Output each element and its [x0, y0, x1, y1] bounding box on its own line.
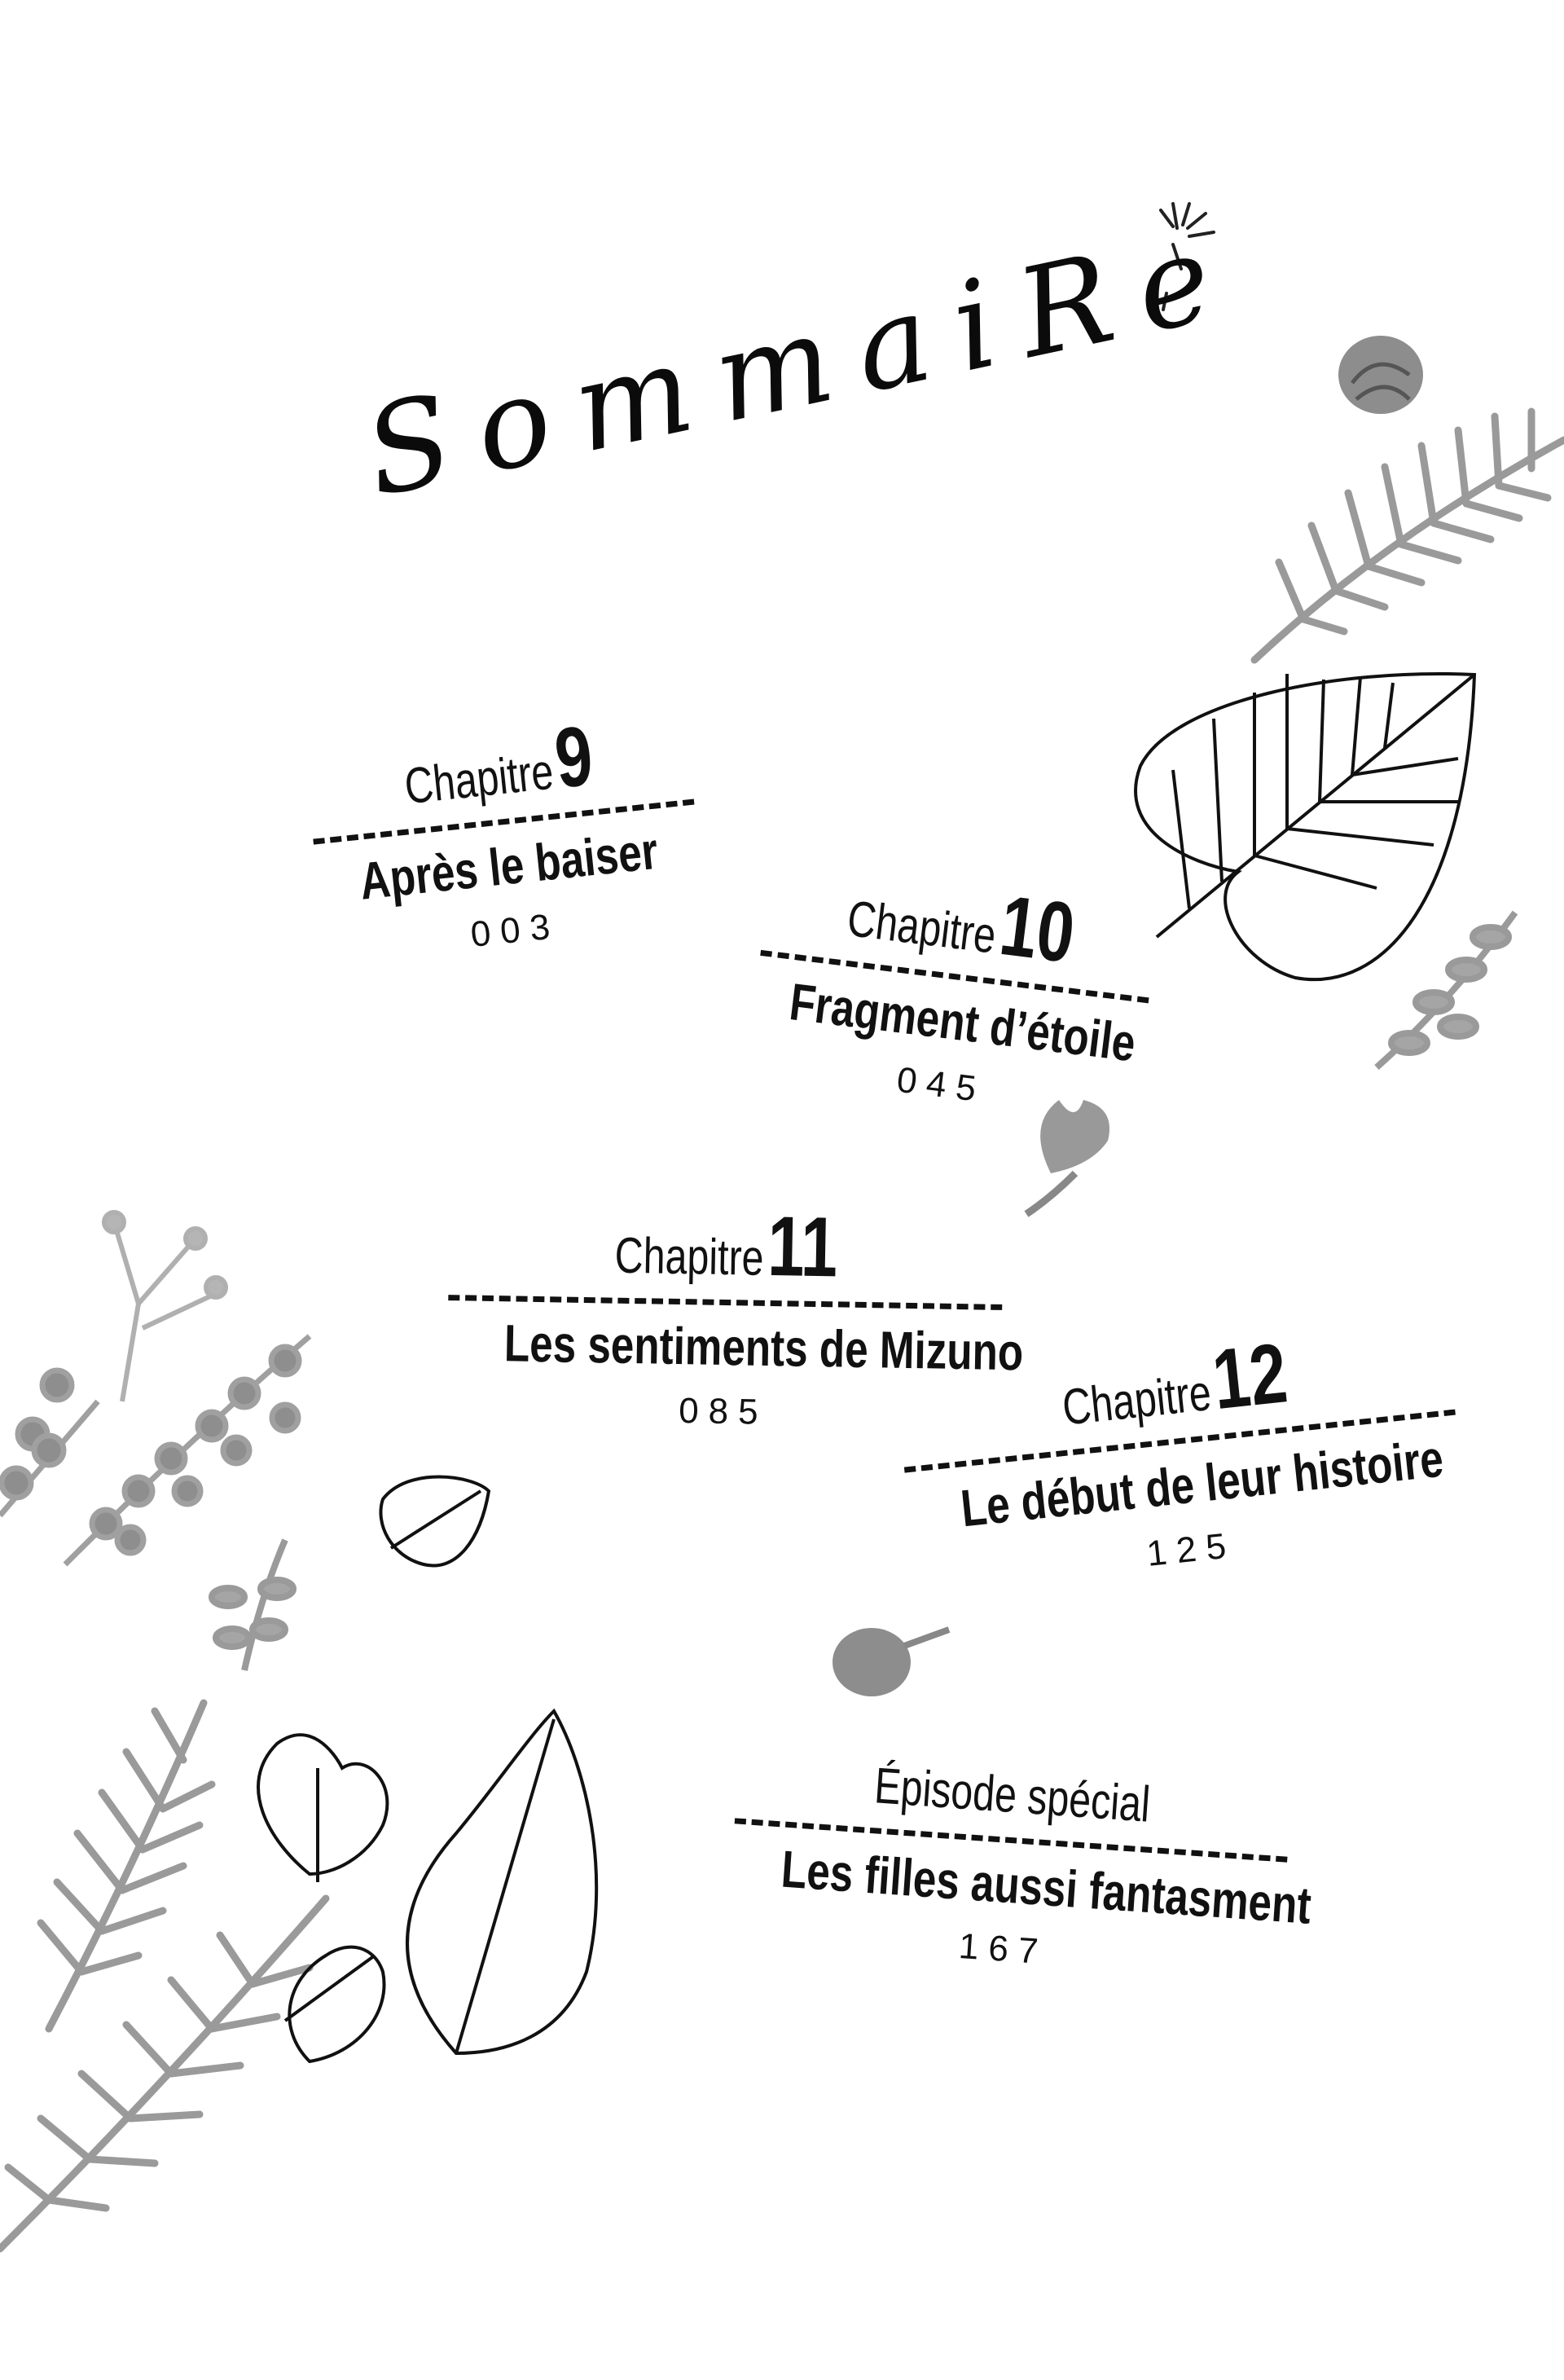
page-number: 003: [468, 905, 562, 955]
toc-entry-special-episode[interactable]: [710, 1715, 1311, 1991]
fern-icon: [0, 1703, 326, 2249]
chapter-number: 9: [550, 708, 597, 807]
leaf-outline-icon: [380, 1477, 489, 1566]
page-number: 085: [678, 1391, 769, 1432]
chapter-number: [1151, 1746, 1158, 1841]
toc-entry-chapter-10[interactable]: [736, 848, 1169, 1131]
twig-icon: [104, 1212, 226, 1401]
page-title: SommaiRe: [353, 201, 1250, 526]
sprig-icon: [1377, 913, 1515, 1067]
flower-bud-icon: [833, 1628, 949, 1696]
chapter-label: Chapitre9: [402, 708, 597, 816]
chapter-title: Les sentiments de Mizuno: [503, 1313, 1024, 1382]
page-number: 167: [957, 1925, 1050, 1973]
fern-icon: [1254, 411, 1564, 660]
flower-bud-icon: [1338, 336, 1423, 414]
dashed-divider: [448, 1295, 1002, 1310]
chapter-label: Chapitre10: [844, 878, 1080, 982]
chapter-title: Les filles aussi fantasment: [779, 1839, 1313, 1935]
chapter-number: 10: [995, 878, 1080, 982]
chapter-label: Chapitre12: [1059, 1326, 1292, 1436]
page-number: 125: [1144, 1524, 1238, 1574]
chapter-title: Le début de leur histoire: [958, 1428, 1446, 1538]
chapter-title: Fragment d’étoile: [786, 972, 1139, 1073]
chapter-number: 11: [767, 1199, 839, 1296]
leaf-outline-icon: [1136, 674, 1474, 979]
sprig-icon: [212, 1540, 293, 1670]
chapter-label: Épisode spécial: [872, 1726, 1158, 1842]
berry-branch-icon: [0, 1336, 310, 1564]
chapter-title: Après le baiser: [356, 820, 661, 911]
leaf-outline-icon: [258, 1711, 596, 2061]
chapter-label: Chapitre11: [614, 1199, 839, 1296]
toc-entry-chapter-9[interactable]: [298, 697, 711, 972]
chapter-number: 12: [1208, 1326, 1292, 1428]
page-number: 045: [894, 1059, 988, 1111]
